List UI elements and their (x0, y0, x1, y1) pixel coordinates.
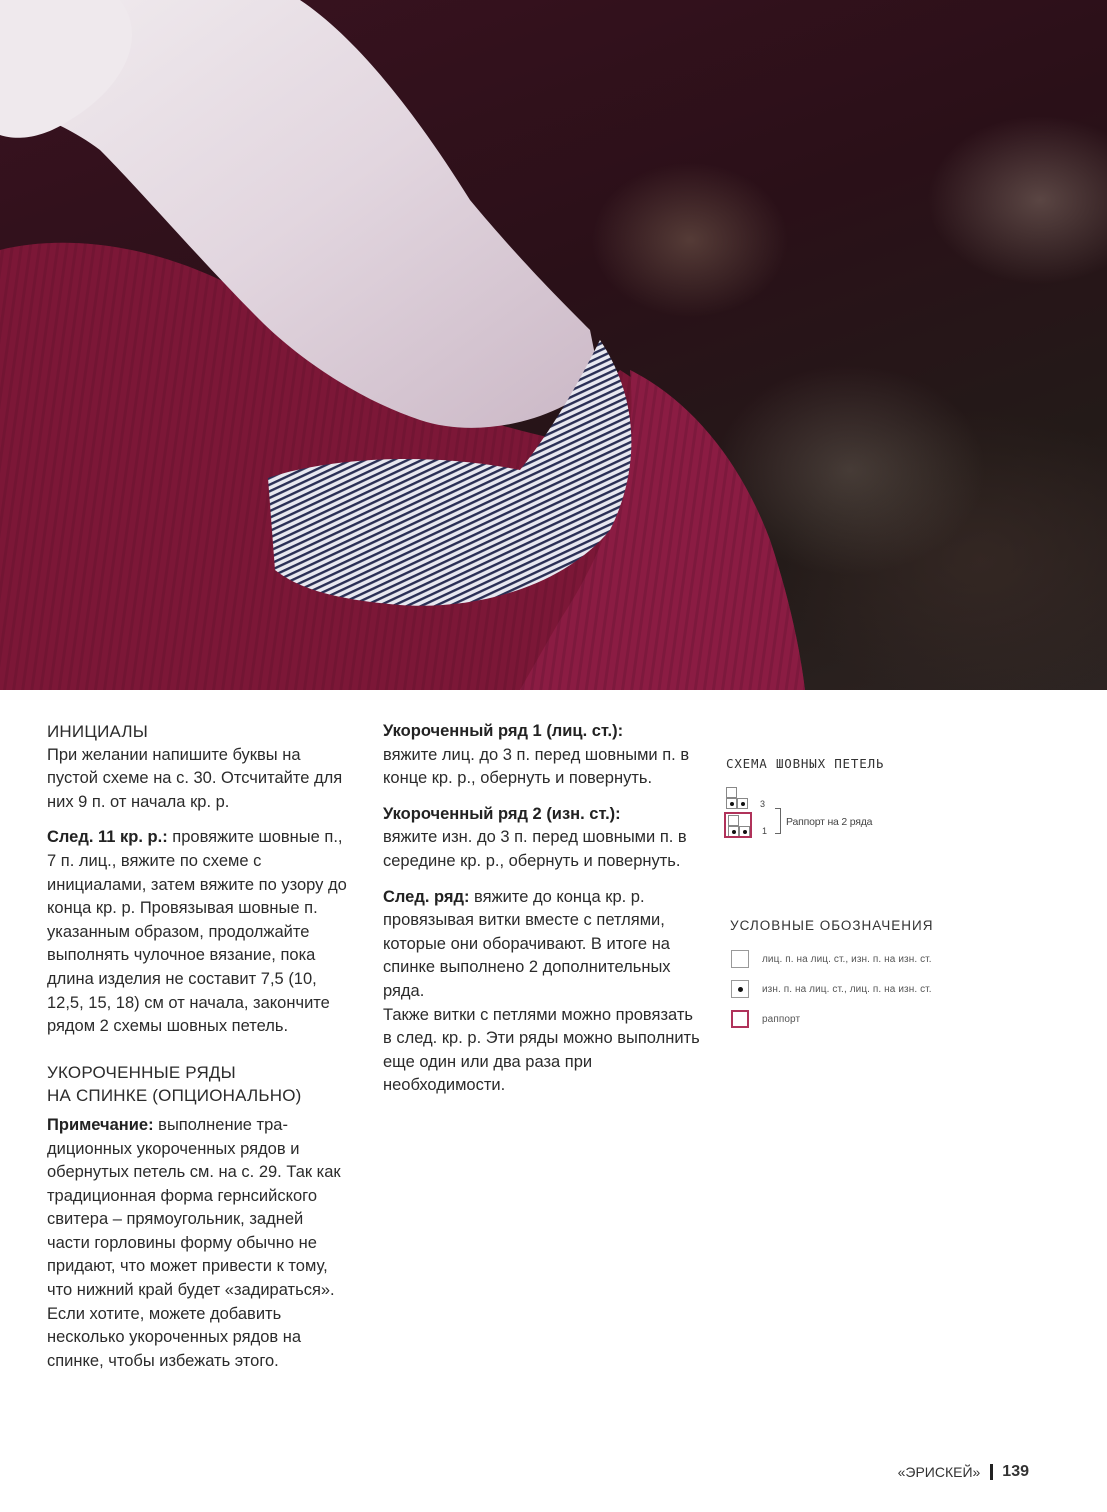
note-label: Примечание: (47, 1115, 154, 1134)
repeat-label: Раппорт на 2 ряда (786, 816, 873, 828)
extra-paragraph: Также витки с петлями можно провязать в след. кр. р. Эти ряды можно выполнить еще один или два раза при необходимости. (383, 1005, 700, 1095)
legend-item-text: изн. п. на лиц. ст., лиц. п. на изн. ст. (762, 983, 932, 995)
photo-illustration (0, 0, 1107, 690)
chart-cell (726, 798, 737, 809)
next-row-label: След. ряд: (383, 887, 470, 906)
next-rows-label: След. 11 кр. р.: (47, 828, 168, 847)
repeat-square-icon (731, 1010, 749, 1028)
hero-photo (0, 0, 1107, 690)
text-column-middle (383, 720, 703, 1098)
initials-paragraph: При желании напишите буквы на пустой схеме на с. 30. Отсчитайте для них 9 п. от начала кр. р. (47, 745, 343, 811)
repeat-bracket (775, 808, 781, 834)
chart-row-number-1: 1 (762, 826, 768, 836)
legend-item-text: лиц. п. на лиц. ст., изн. п. на изн. ст. (762, 953, 932, 965)
legend-item-purl (731, 980, 932, 998)
initials-heading: ИНИЦИАЛЫ (47, 722, 149, 741)
chart-repeat-outline (724, 812, 752, 838)
chart-cell (737, 798, 748, 809)
footer-divider (990, 1464, 993, 1480)
empty-square-icon (731, 950, 749, 968)
page-footer (898, 1463, 1029, 1481)
next-row-text: вяжите до конца кр. р. провязывая витки вместе с петлями, которые они оборачивают. В итоге на спинке выполнено 2 дополнительных ряда. (383, 887, 671, 1000)
next-rows-text: провяжите шовные п., 7 п. лиц., вяжите по схеме с инициалами, затем вяжите по узору до конца кр. р. Провязывая шовные п. указанным образом, продолжайте выполнять чулочное вязание, пока длина изделия не составит 7,5 (10, 12,5, 15, 18) см от начала, закончите рядом 2 схемы шовных петель. (47, 828, 347, 1036)
legend-item-text: раппорт (762, 1013, 801, 1025)
legend-item-repeat (731, 1010, 800, 1028)
page-number: 139 (1002, 1463, 1029, 1480)
short-row-1-text: вяжите лиц. до 3 п. перед шовными п. в конце кр. р., обернуть и повернуть. (383, 745, 690, 788)
legend-title: УСЛОВНЫЕ ОБОЗНАЧЕНИЯ (730, 918, 934, 933)
short-row-2-label: Укороченный ряд 2 (изн. ст.): (383, 804, 621, 823)
note-text: выполнение традиционных укороченных рядов и обернутых петель см. на с. 29. Так как традиционная форма гернсийского свитера – прямоугольник, задней части горловины форму обычно не придают, что может привести к тому, что нижний край будет «задираться». Если хотите, можете добавить несколько укороченных рядов на спинке, чтобы избежать этого. (47, 1115, 341, 1370)
chart-row-number-3: 3 (760, 799, 766, 809)
legend-item-knit (731, 950, 932, 968)
short-row-2-text: вяжите изн. до 3 п. перед шовными п. в середине кр. р., обернуть и повернуть. (383, 828, 687, 870)
dot-square-icon (731, 980, 749, 998)
short-rows-heading-line2: НА СПИНКЕ (ОПЦИОНАЛЬНО) (47, 1086, 302, 1106)
text-column-left (47, 720, 347, 1373)
short-row-1-label: Укороченный ряд 1 (лиц. ст.): (383, 722, 624, 740)
short-rows-heading-line1: УКОРОЧЕННЫЕ РЯДЫ (47, 1062, 236, 1082)
section-name: «ЭРИСКЕЙ» (897, 1464, 981, 1480)
chart-cell (726, 787, 737, 798)
chart-title: СХЕМА ШОВНЫХ ПЕТЕЛЬ (726, 756, 885, 771)
